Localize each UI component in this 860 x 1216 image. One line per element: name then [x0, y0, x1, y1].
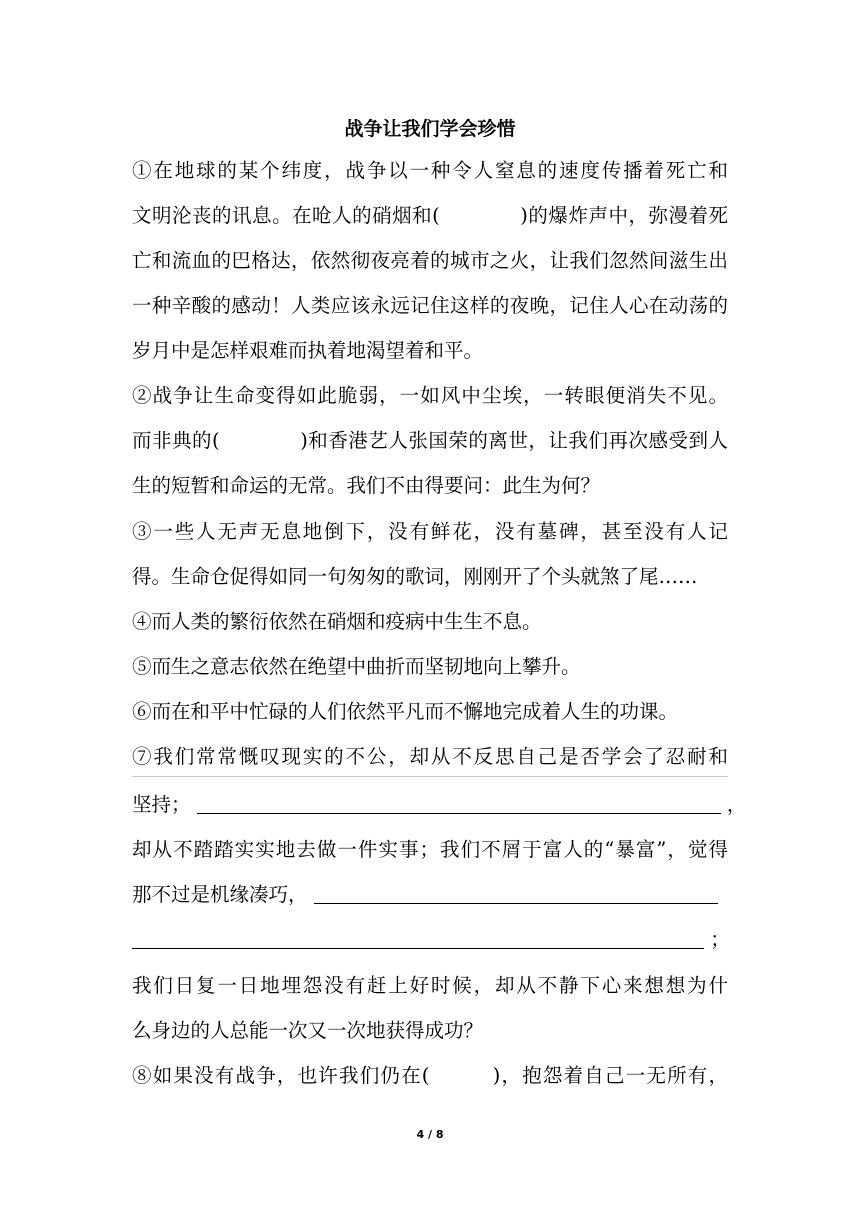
paragraph-7-line-2-text: 坚持；	[132, 793, 191, 816]
paragraph-3-line-2: 得。生命仓促得如同一句匆匆的歌词，刚刚开了个头就煞了尾……	[132, 565, 698, 588]
page-number: 4 / 8	[416, 1128, 444, 1141]
paragraph-7-line-4	[132, 876, 718, 914]
paragraph-7-line-2	[132, 786, 746, 824]
paragraph-7b-line-1: 我们日复一日地埋怨没有赶上好时候，却从不静下心来想想为什	[132, 974, 728, 997]
paragraph-1-line-3: 亡和流血的巴格达，依然彻夜亮着的城市之火，让我们忽然间滋生出	[132, 249, 728, 272]
paragraph-2-line-1: ②战争让生命变得如此脆弱，一如风中尘埃，一转眼便消失不见。	[132, 384, 728, 407]
paragraph-1-line-4: 一种辛酸的感动！人类应该永远记住这样的夜晚，记住人心在动荡的	[132, 294, 728, 317]
paragraph-7-line-5-semicolon: ；	[710, 928, 730, 951]
answer-blank-2[interactable]	[314, 881, 718, 904]
paragraph-2-line-3: 生的短暂和命运的无常。我们不由得要问：此生为何？	[132, 474, 601, 497]
paragraph-2-line-2: 而非典的( )和香港艺人张国荣的离世，让我们再次感受到人	[132, 429, 728, 452]
paragraph-7-line-1: ⑦我们常常慨叹现实的不公，却从不反思自己是否学会了忍耐和	[132, 738, 728, 777]
paragraph-7-line-2-comma: ，	[726, 793, 747, 816]
paragraph-7-line-3: 却从不踏踏实实地去做一件实事；我们不屑于富人的“暴富”，觉得	[132, 838, 728, 861]
paragraph-1-line-1: ①在地球的某个纬度，战争以一种令人窒息的速度传播着死亡和	[132, 159, 728, 182]
essay-title: 战争让我们学会珍惜	[344, 118, 516, 140]
paragraph-3-line-1: ③一些人无声无息地倒下，没有鲜花，没有墓碑，甚至没有人记	[132, 520, 728, 543]
answer-blank-1[interactable]	[197, 791, 721, 814]
paragraph-5: ⑤而生之意志依然在绝望中曲折而坚韧地向上攀升。	[132, 655, 581, 678]
paragraph-8-line-1: ⑧如果没有战争，也许我们仍在( )，抱怨着自己一无所有，	[132, 1064, 728, 1087]
paragraph-1-line-5: 岁月中是怎样艰难而执着地渴望着和平。	[132, 339, 484, 362]
paragraph-4: ④而人类的繁衍依然在硝烟和疫病中生生不息。	[132, 610, 542, 633]
paragraph-6: ⑥而在和平中忙碌的人们依然平凡而不懈地完成着人生的功课。	[132, 700, 679, 723]
paragraph-7-line-5	[132, 921, 730, 959]
paragraph-7-line-4-text: 那不过是机缘凑巧，	[132, 883, 308, 906]
paragraph-1-line-2: 文明沦丧的讯息。在呛人的硝烟和( )的爆炸声中，弥漫着死	[132, 204, 728, 227]
paragraph-7b-line-2: 么身边的人总能一次又一次地获得成功？	[132, 1019, 484, 1042]
answer-blank-3[interactable]	[132, 926, 704, 949]
